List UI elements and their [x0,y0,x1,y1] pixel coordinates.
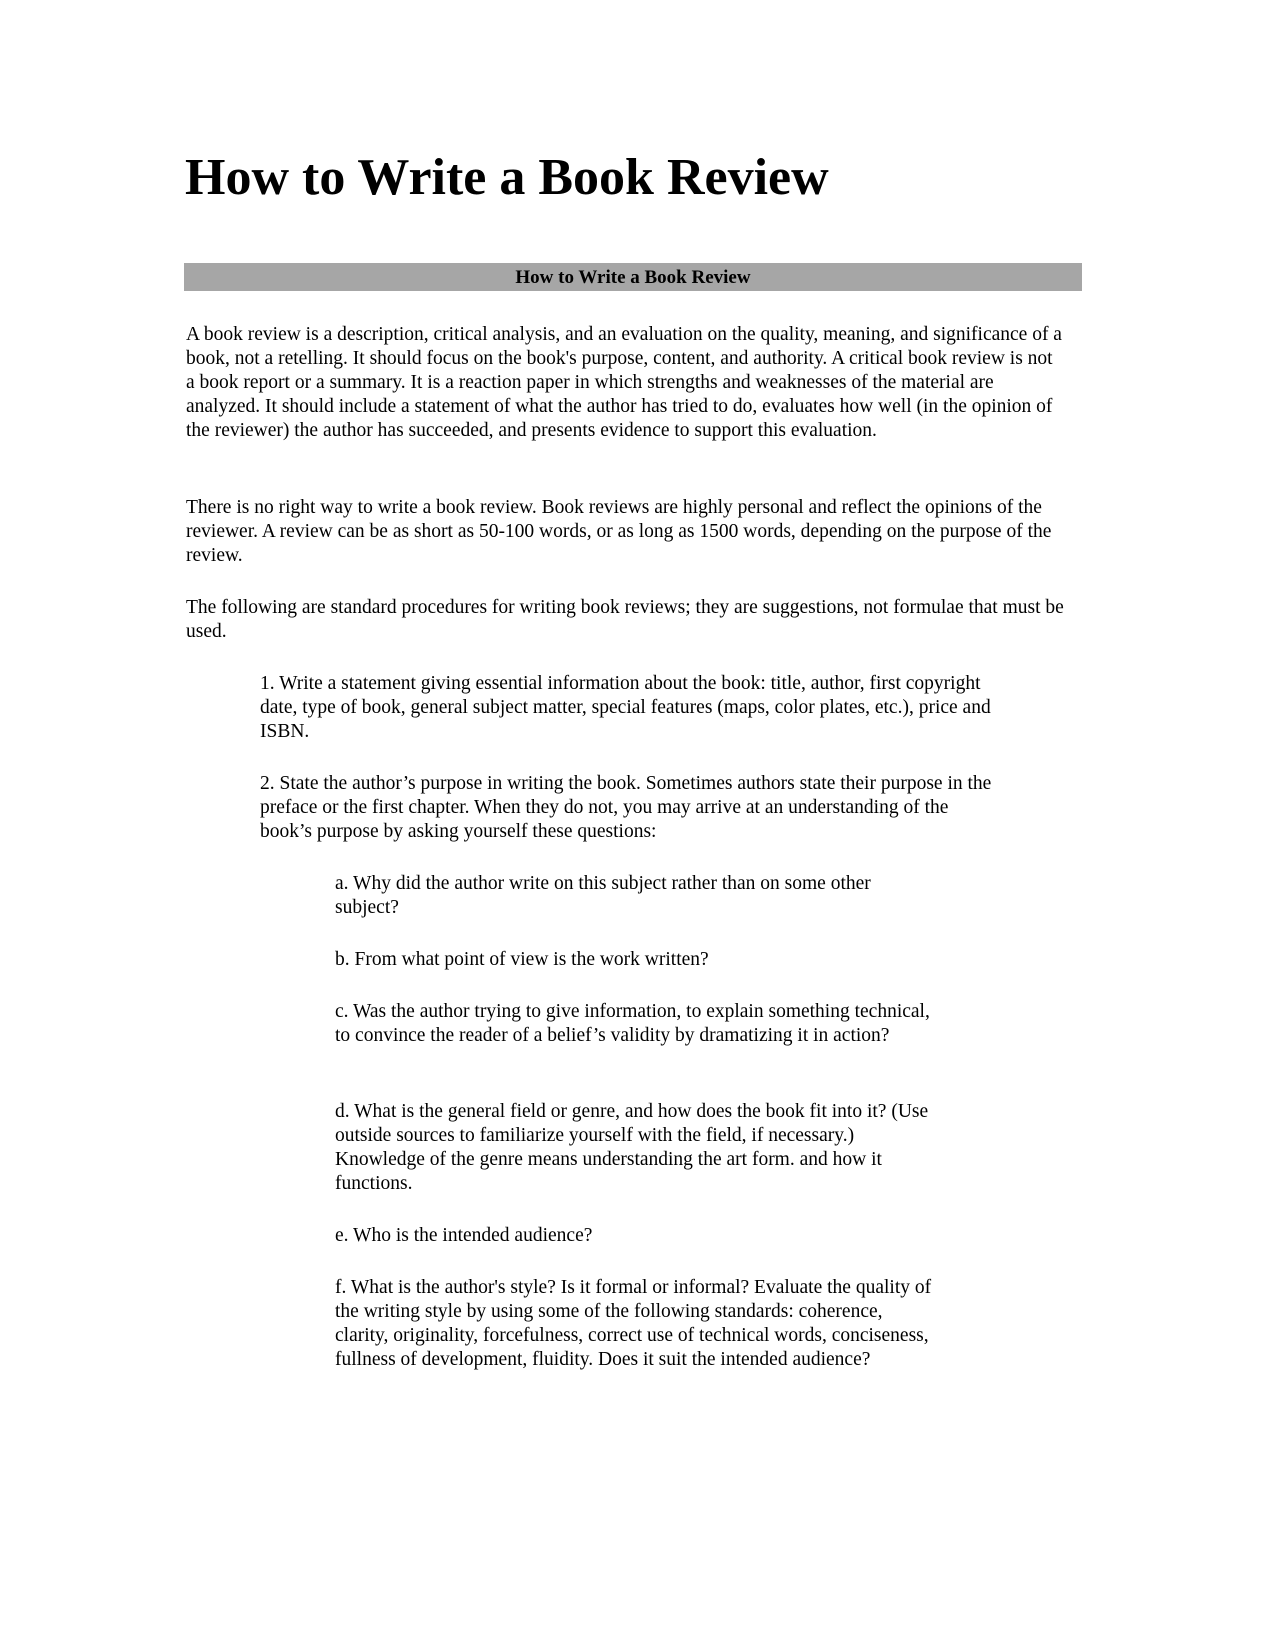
question-b: b. From what point of view is the work written? [335,949,709,970]
question-e: e. Who is the intended audience? [335,1225,593,1246]
page-title: How to Write a Book Review [185,149,829,206]
section-banner: How to Write a Book Review [184,263,1082,291]
procedures-paragraph: The following are standard procedures for writing book reviews; they are suggestions, not formulae that must be used. [186,597,1064,642]
question-a: a. Why did the author write on this subject rather than on some other subject? [335,873,871,918]
question-c: c. Was the author trying to give information, to explain something technical, to convince the reader of a belief’s validity by dramatizing it in action? [335,1001,930,1046]
question-d: d. What is the general field or genre, and how does the book fit into it? (Use outside sources to familiarize yourself with the field, if necessary.) Knowledge of the genre means understanding the art form. and how it functions. [335,1101,929,1194]
numbered-step-2: 2. State the author’s purpose in writing the book. Sometimes authors state their purpose in the preface or the first chapter. When they do not, you may arrive at an understanding of the book’s purpose by asking yourself these questions: [260,773,992,842]
question-f: f. What is the author's style? Is it formal or informal? Evaluate the quality of the writing style by using some of the following standards: coherence, clarity, originality, forcefulness, correct use of technical words, conciseness, fullness of development, fluidity. Does it suit the intended audience? [335,1277,932,1370]
approach-paragraph: There is no right way to write a book review. Book reviews are highly personal and reflect the opinions of the reviewer. A review can be as short as 50-100 words, or as long as 1500 words, depending on the purpose of the review. [186,497,1052,566]
intro-paragraph: A book review is a description, critical analysis, and an evaluation on the quality, meaning, and significance of a book, not a retelling. It should focus on the book's purpose, content, and authority. A critical book review is not a book report or a summary. It is a reaction paper in which strengths and weaknesses of the material are analyzed. It should include a statement of what the author has tried to do, evaluates how well (in the opinion of the reviewer) the author has succeeded, and presents evidence to support this evaluation. [186,324,1062,441]
numbered-step-1: 1. Write a statement giving essential information about the book: title, author, first copyright date, type of book, general subject matter, special features (maps, color plates, etc.), price and ISBN. [260,673,991,742]
